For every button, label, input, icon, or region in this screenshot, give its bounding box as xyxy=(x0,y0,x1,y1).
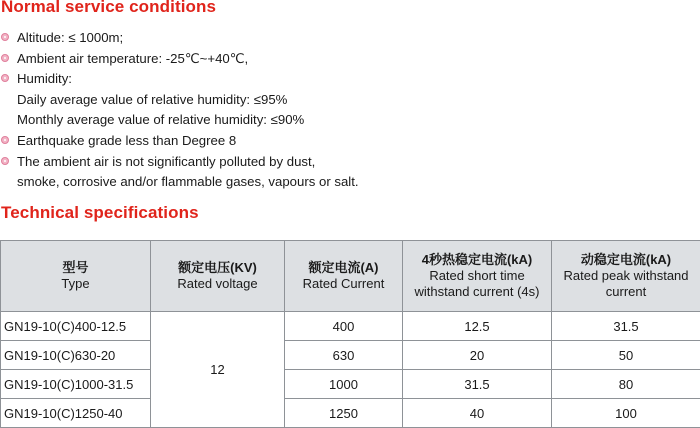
column-header-type xyxy=(1,241,151,312)
column-header-rated-voltage xyxy=(151,241,285,312)
condition-text: smoke, corrosive and/or flammable gases, vapours or salt. xyxy=(17,174,359,189)
cell-rated-voltage: 12 xyxy=(151,312,285,428)
column-header-zh: 4秒热稳定电流(kA) xyxy=(405,252,549,268)
condition-text: Daily average value of relative humidity: ≤95% xyxy=(17,92,287,107)
column-header-en: Rated peak withstand current xyxy=(563,268,688,299)
cell-type: GN19-10(C)1000-31.5 xyxy=(1,370,151,399)
cell-rated-current: 1250 xyxy=(285,399,403,428)
table-row xyxy=(1,341,700,370)
technical-specifications-heading: Technical specifications xyxy=(1,203,199,223)
column-header-peak-current xyxy=(552,241,700,312)
cell-peak-current: 100 xyxy=(552,399,700,428)
condition-text: Humidity: xyxy=(17,71,72,86)
specifications-table xyxy=(0,240,700,428)
bullet-icon xyxy=(1,157,9,165)
service-conditions-heading: Normal service conditions xyxy=(1,0,216,17)
condition-humidity xyxy=(0,69,700,90)
cell-type: GN19-10(C)630-20 xyxy=(1,341,151,370)
cell-rated-current: 1000 xyxy=(285,370,403,399)
cell-type: GN19-10(C)1250-40 xyxy=(1,399,151,428)
condition-text: Ambient air temperature: -25℃~+40℃, xyxy=(17,51,248,66)
bullet-icon xyxy=(1,136,9,144)
cell-peak-current: 50 xyxy=(552,341,700,370)
column-header-zh: 型号 xyxy=(3,260,148,276)
condition-text: Monthly average value of relative humidity: ≤90% xyxy=(17,112,304,127)
service-conditions-list xyxy=(0,28,700,193)
bullet-icon xyxy=(1,33,9,41)
cell-rated-current: 400 xyxy=(285,312,403,341)
column-header-en: Rated voltage xyxy=(177,276,257,291)
column-header-zh: 额定电压(KV) xyxy=(153,260,282,276)
bullet-icon xyxy=(1,74,9,82)
condition-humidity-monthly xyxy=(0,110,700,131)
condition-ambient-air-cont xyxy=(0,172,700,193)
column-header-rated-current xyxy=(285,241,403,312)
cell-type: GN19-10(C)400-12.5 xyxy=(1,312,151,341)
column-header-zh: 动稳定电流(kA) xyxy=(554,252,698,268)
column-header-en: Type xyxy=(61,276,89,291)
cell-short-time-current: 31.5 xyxy=(403,370,552,399)
column-header-zh: 额定电流(A) xyxy=(287,260,400,276)
cell-peak-current: 31.5 xyxy=(552,312,700,341)
table-row xyxy=(1,312,700,341)
table-header-row xyxy=(1,241,700,312)
column-header-short-time-current xyxy=(403,241,552,312)
condition-humidity-daily xyxy=(0,90,700,111)
column-header-en: Rated short time withstand current (4s) xyxy=(415,268,540,299)
bullet-icon xyxy=(1,54,9,62)
table-row xyxy=(1,370,700,399)
condition-temperature xyxy=(0,49,700,70)
condition-text: The ambient air is not significantly polluted by dust, xyxy=(17,154,315,169)
condition-earthquake xyxy=(0,131,700,152)
cell-short-time-current: 12.5 xyxy=(403,312,552,341)
condition-text: Earthquake grade less than Degree 8 xyxy=(17,133,236,148)
cell-peak-current: 80 xyxy=(552,370,700,399)
cell-short-time-current: 40 xyxy=(403,399,552,428)
condition-text: Altitude: ≤ 1000m; xyxy=(17,30,123,45)
cell-short-time-current: 20 xyxy=(403,341,552,370)
column-header-en: Rated Current xyxy=(303,276,385,291)
cell-rated-current: 630 xyxy=(285,341,403,370)
condition-altitude xyxy=(0,28,700,49)
table-row xyxy=(1,399,700,428)
condition-ambient-air xyxy=(0,152,700,173)
